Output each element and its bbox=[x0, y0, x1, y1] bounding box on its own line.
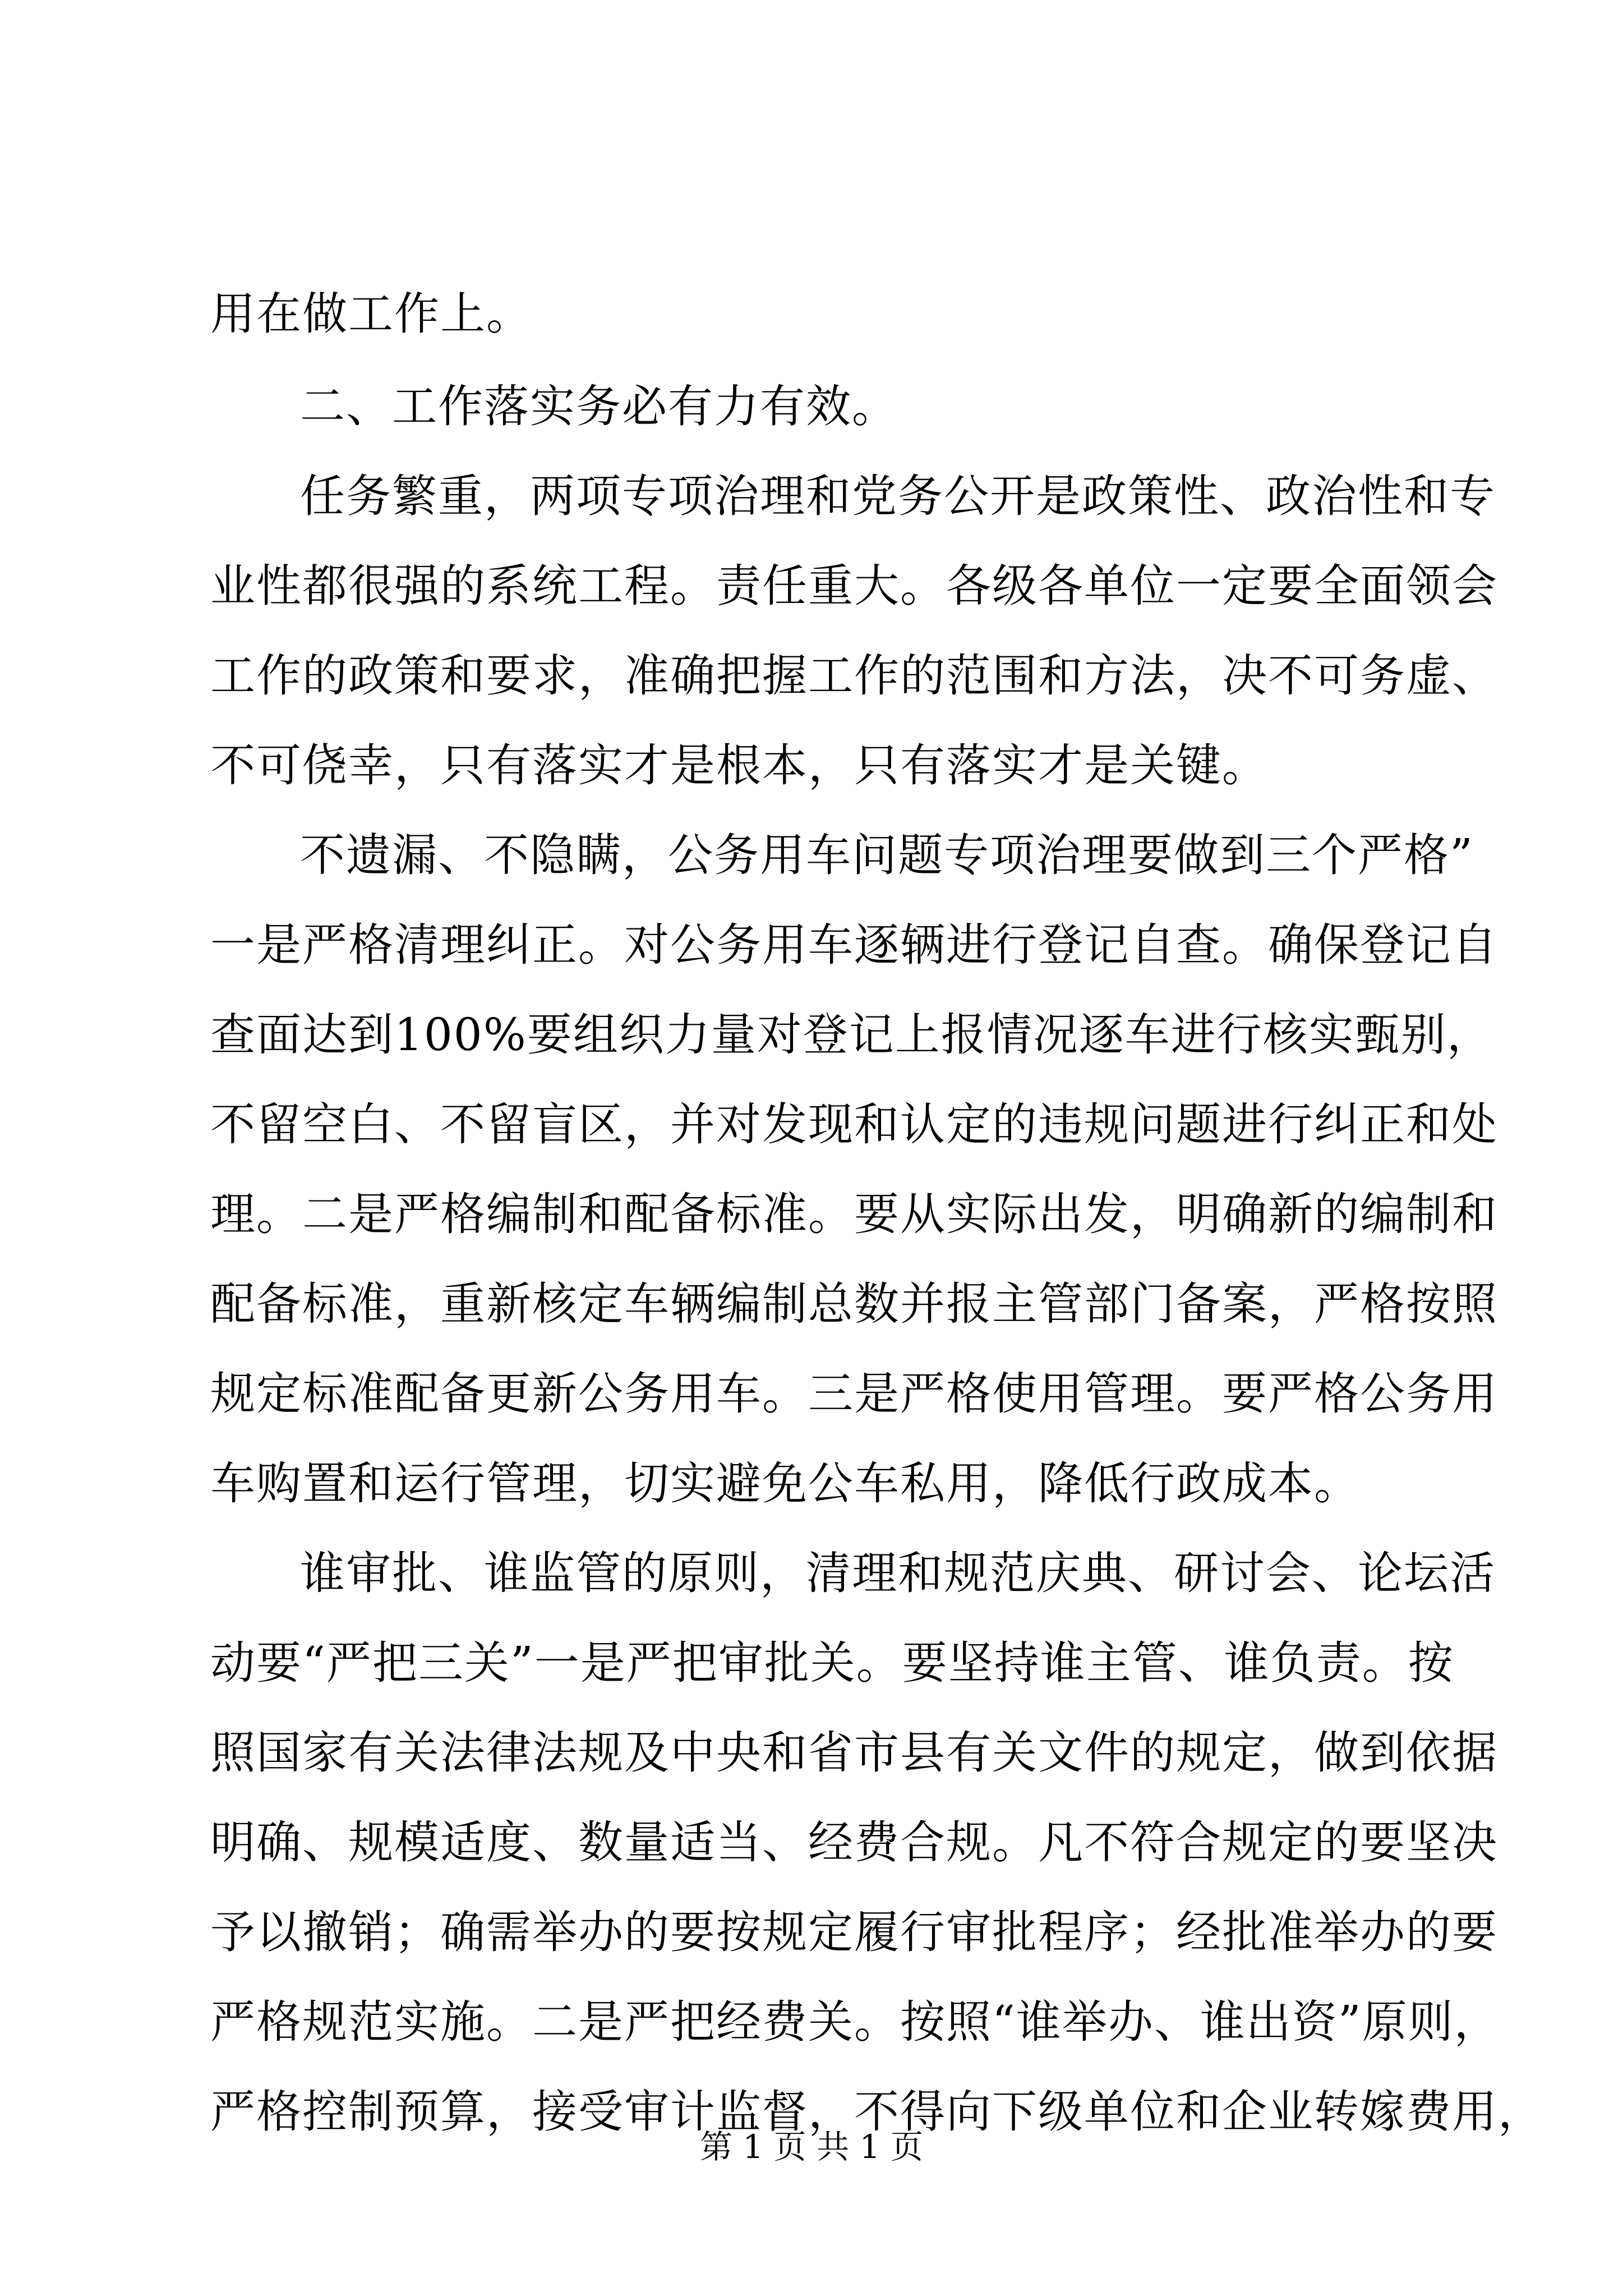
text-line: 严格规范实施。二是严把经费关。按照“谁举办、谁出资”原则， bbox=[210, 1996, 1500, 2048]
text-line: 严格控制预算，接受审计监督，不得向下级单位和企业转嫁费用， bbox=[210, 2086, 1544, 2138]
page-number-footer: 第 1 页 共 1 页 bbox=[700, 2128, 923, 2166]
text-line: 不可侥幸，只有落实才是根本，只有落实才是关键。 bbox=[210, 739, 1268, 792]
text-line: 查面达到100%要组织力量对登记上报情况逐车进行核实甄别， bbox=[210, 1009, 1493, 1061]
text-line: 车购置和运行管理，切实避免公车私用，降低行政成本。 bbox=[210, 1457, 1360, 1510]
section-heading: 二、工作落实务必有力有效。 bbox=[300, 380, 898, 432]
text-line: 业性都很强的系统工程。责任重大。各级各单位一定要全面领会 bbox=[210, 560, 1498, 612]
text-line: 动要“严把三关”一是严把审批关。要坚持谁主管、谁负责。按 bbox=[210, 1637, 1454, 1689]
text-line: 任务繁重，两项专项治理和党务公开是政策性、政治性和专 bbox=[300, 470, 1496, 522]
text-line: 规定标准配备更新公务用车。三是严格使用管理。要严格公务用 bbox=[210, 1368, 1498, 1420]
text-line: 用在做工作上。 bbox=[210, 288, 532, 340]
text-line: 明确、规模适度、数量适当、经费合规。凡不符合规定的要坚决 bbox=[210, 1816, 1498, 1869]
text-line: 工作的政策和要求，准确把握工作的范围和方法，决不可务虚、 bbox=[210, 650, 1498, 702]
text-line: 予以撤销；确需举办的要按规定履行审批程序；经批准举办的要 bbox=[210, 1906, 1498, 1958]
text-line: 谁审批、谁监管的原则，清理和规范庆典、研讨会、论坛活 bbox=[300, 1547, 1496, 1599]
text-line: 照国家有关法律法规及中央和省市县有关文件的规定，做到依据 bbox=[210, 1727, 1498, 1779]
text-line: 不遗漏、不隐瞒，公务用车问题专项治理要做到三个严格” bbox=[300, 829, 1474, 881]
text-line: 一是严格清理纠正。对公务用车逐辆进行登记自查。确保登记自 bbox=[210, 919, 1498, 971]
text-line: 理。二是严格编制和配备标准。要从实际出发，明确新的编制和 bbox=[210, 1188, 1498, 1240]
text-line: 不留空白、不留盲区，并对发现和认定的违规问题进行纠正和处 bbox=[210, 1098, 1498, 1151]
text-line: 配备标准，重新核定车辆编制总数并报主管部门备案，严格按照 bbox=[210, 1278, 1498, 1330]
